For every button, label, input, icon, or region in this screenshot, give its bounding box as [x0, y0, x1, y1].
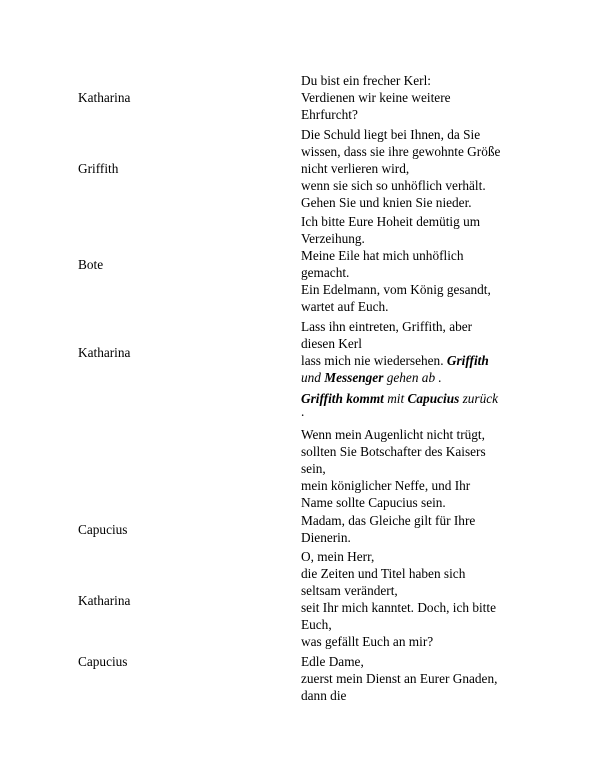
speech-line: wenn sie sich so unhöflich verhält. [301, 178, 486, 193]
speech-text [301, 126, 531, 211]
speech-line: Ehrfurcht? [301, 107, 358, 122]
speaker-name: Bote [78, 257, 104, 272]
speaker-name: Griffith [78, 161, 119, 176]
speech-line: Verzeihung. [301, 231, 365, 246]
speech-line: Ich bitte Eure Hoheit demütig um [301, 214, 481, 229]
speech-line: wissen, dass sie ihre gewohnte Größe [301, 144, 501, 159]
speech-line: seltsam verändert, [301, 583, 398, 598]
speech-line: Wenn mein Augenlicht nicht trügt, [301, 427, 485, 442]
speaker-name: Katharina [78, 345, 131, 360]
stage-direction-period: . [301, 404, 305, 419]
stage-direction-character: Griffith kommt [301, 391, 384, 406]
speech-line: sollten Sie Botschafter des Kaisers [301, 444, 486, 459]
speech-line: die Zeiten und Titel haben sich [301, 566, 466, 581]
speech-line: Die Schuld liegt bei Ihnen, da Sie [301, 127, 481, 142]
speaker-name: Katharina [78, 90, 131, 105]
speech-line: seit Ihr mich kanntet. Doch, ich bitte [301, 600, 496, 615]
stage-direction-character: Capucius [407, 391, 460, 406]
stage-direction-character: Messenger [324, 370, 384, 385]
speech-line: Euch, [301, 617, 332, 632]
speech-line: Gehen Sie und knien Sie nieder. [301, 195, 472, 210]
speaker-name: Capucius [78, 654, 128, 669]
speech-line: nicht verlieren wird, [301, 161, 410, 176]
speech-line: was gefällt Euch an mir? [301, 634, 434, 649]
speech-line: wartet auf Euch. [301, 299, 389, 314]
speech-line: Ein Edelmann, vom König gesandt, [301, 282, 491, 297]
speech-line: zuerst mein Dienst an Eurer Gnaden, [301, 671, 498, 686]
speech-line: dann die [301, 688, 347, 703]
speech-line: diesen Kerl [301, 336, 362, 351]
speech-line: Du bist ein frecher Kerl: [301, 73, 431, 88]
stage-direction-text: und [301, 370, 321, 385]
stage-direction-character: Griffith [446, 353, 489, 368]
speech-line: Edle Dame, [301, 654, 364, 669]
speaker-name: Katharina [78, 593, 131, 608]
speech-text [301, 213, 531, 315]
stage-direction [301, 369, 531, 386]
speech-text [301, 653, 531, 704]
speech-line: Meine Eile hat mich unhöflich [301, 248, 464, 263]
speaker-name: Capucius [78, 522, 128, 537]
speech-line: mein königlicher Neffe, und Ihr [301, 478, 471, 493]
speech-line: O, mein Herr, [301, 549, 375, 564]
speech-line: Name sollte Capucius sein. [301, 495, 446, 510]
stage-direction-text: mit [387, 391, 405, 406]
speech-text [301, 72, 531, 123]
speech-text [301, 548, 531, 650]
stage-direction [301, 390, 531, 407]
speech-line-with-direction [301, 352, 531, 369]
speech-line: gemacht. [301, 265, 350, 280]
speech-fragment: lass mich nie wiedersehen. [301, 353, 444, 368]
stage-direction-text: gehen ab . [386, 370, 442, 385]
speech-line: sein, [301, 461, 326, 476]
speech-line: Lass ihn eintreten, Griffith, aber [301, 319, 473, 334]
speech-line: Madam, das Gleiche gilt für Ihre [301, 513, 476, 528]
speech-line: Dienerin. [301, 530, 351, 545]
speech-line: Verdienen wir keine weitere [301, 90, 451, 105]
speech-text [301, 512, 531, 546]
speech-text [301, 318, 531, 511]
stage-direction-text: zurück [462, 391, 499, 406]
